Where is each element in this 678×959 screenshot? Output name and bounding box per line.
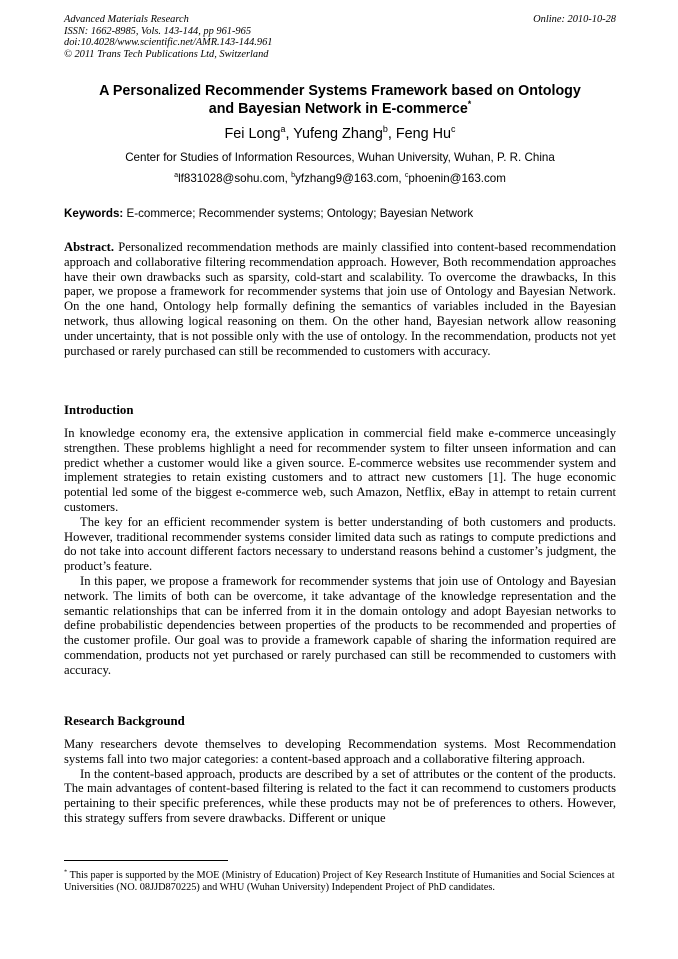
journal-issn: ISSN: 1662-8985, Vols. 143-144, pp 961-965 xyxy=(64,25,252,37)
journal-name: Advanced Materials Research xyxy=(64,14,189,25)
email-address: yfzhang9@163.com xyxy=(295,172,399,185)
author-list xyxy=(60,125,620,143)
keywords-label: Keywords: xyxy=(64,207,124,220)
email-address: phoenin@163.com xyxy=(408,172,506,185)
footnote-text: This paper is supported by the MOE (Ministry of Education) Project of Key Research Institute of Humanities and Social Sciences at Universities (NO. 08JJD870225) and WHU (Wuhan University) Independent Project of PhD candidates. xyxy=(64,870,615,894)
title-footnote-mark: * xyxy=(467,99,472,110)
author-emails xyxy=(60,171,620,186)
abstract-text: Personalized recommendation methods are mainly classified into content-based recommendation approach and collaborative filtering recommendation approach. However, Both recommendation approaches have their own drawbacks such as sparsity, cold-start and scalability. To overcome the drawbacks, In this paper, we propose a framework for recommender systems that join use of Ontology and Bayesian Network. On the one hand, Ontology help formally defining the semantics of variables included in the Bayesian network, thus allowing logical reasoning on them. On the other hand, Bayesian network allow reasoning under uncertainty, that is not possible only with the use of ontology. In the recommendation, products not yet purchased or rarely purchased can still be recommended to customers with accuracy. xyxy=(64,240,616,358)
title-line-2-text: and Bayesian Network in E-commerce xyxy=(208,101,468,117)
email-separator: , xyxy=(284,172,292,185)
email-mark: c xyxy=(404,170,409,180)
author-affil-mark: a xyxy=(280,124,286,135)
journal-doi: doi:10.4028/www.scientific.net/AMR.143-144.961 xyxy=(64,37,273,49)
journal-header xyxy=(64,14,616,60)
section-heading-introduction: Introduction xyxy=(64,403,134,417)
paragraph: In knowledge economy era, the extensive application in commercial field make e-commerce unceasingly strengthen. These problems highlight a need for recommender system to filter unseen information and can predict whether a customer would like a given source. E-commerce websites use recommender system and implement strategies to retain existing customers and to attract new customers [1]. The huge economic potential led some of the biggest e-commerce web, such Amazon, Netflix, eBay in attempt to retain current customers. xyxy=(64,426,616,514)
abstract xyxy=(64,240,616,358)
introduction-section xyxy=(64,426,616,678)
paragraph: In this paper, we propose a framework for recommender systems that join use of Ontology and Bayesian network. The limits of both can be overcome, it take advantage of the knowledge representation and the semantic relationships that can be inferred from it in the domain ontology and adopt Bayesian networks to define probabilistic dependencies between properties of the products to be recommended and properties of the customer profile. Our goal was to provide a framework capable of sharing the information required are commendation, products not yet purchased or rarely purchased can still be recommended to customers with accuracy. xyxy=(64,573,616,677)
research-background-section xyxy=(64,737,616,826)
author: Feng Hu xyxy=(395,126,452,142)
footnote-divider xyxy=(64,860,228,861)
email-mark: b xyxy=(291,170,296,180)
paragraph: In the content-based approach, products are described by a set of attributes or the content of the products. The main advantages of content-based filtering is related to the fact it can recommend to customers products pertaining to their specific preferences, while these products may not be of preferences to others. However, this strategy suffers from severe drawbacks. Different or unique xyxy=(64,766,616,825)
section-heading-research-background: Research Background xyxy=(64,714,185,728)
author-affil-mark: c xyxy=(451,124,456,135)
abstract-label: Abstract. xyxy=(64,240,115,254)
title-line-2 xyxy=(60,100,620,118)
journal-copyright: © 2011 Trans Tech Publications Ltd, Switzerland xyxy=(64,48,269,60)
abstract-paragraph xyxy=(64,240,616,358)
author: Fei Long xyxy=(224,126,281,142)
email-separator: , xyxy=(398,172,405,185)
online-date: Online: 2010-10-28 xyxy=(533,14,616,25)
keywords-text: E-commerce; Recommender systems; Ontology; Bayesian Network xyxy=(123,207,474,220)
email-mark: a xyxy=(174,170,179,180)
author-affil-mark: b xyxy=(382,124,388,135)
author-separator: , xyxy=(285,126,294,142)
paper-title xyxy=(60,82,620,118)
footnote xyxy=(64,870,616,895)
keywords xyxy=(64,206,616,221)
email-address: lf831028@sohu.com xyxy=(178,172,285,185)
paragraph: The key for an efficient recommender system is better understanding of both customers and products. However, traditional recommender systems consider limited data such as ratings to compute predictions and do not take into account different factors necessary to understand reasons behind a customer’s judgment, the product’s feature. xyxy=(64,514,616,574)
author-separator: , xyxy=(387,126,396,142)
title-line-1: A Personalized Recommender Systems Framework based on Ontology xyxy=(99,83,581,99)
affiliation: Center for Studies of Information Resources, Wuhan University, Wuhan, P. R. China xyxy=(125,151,555,164)
footnote-mark: * xyxy=(64,868,68,876)
author: Yufeng Zhang xyxy=(293,126,383,142)
paragraph: Many researchers devote themselves to developing Recommendation systems. Most Recommendation systems fall into two major categories: a content-based approach and a collaborative filtering approach. xyxy=(64,737,616,766)
